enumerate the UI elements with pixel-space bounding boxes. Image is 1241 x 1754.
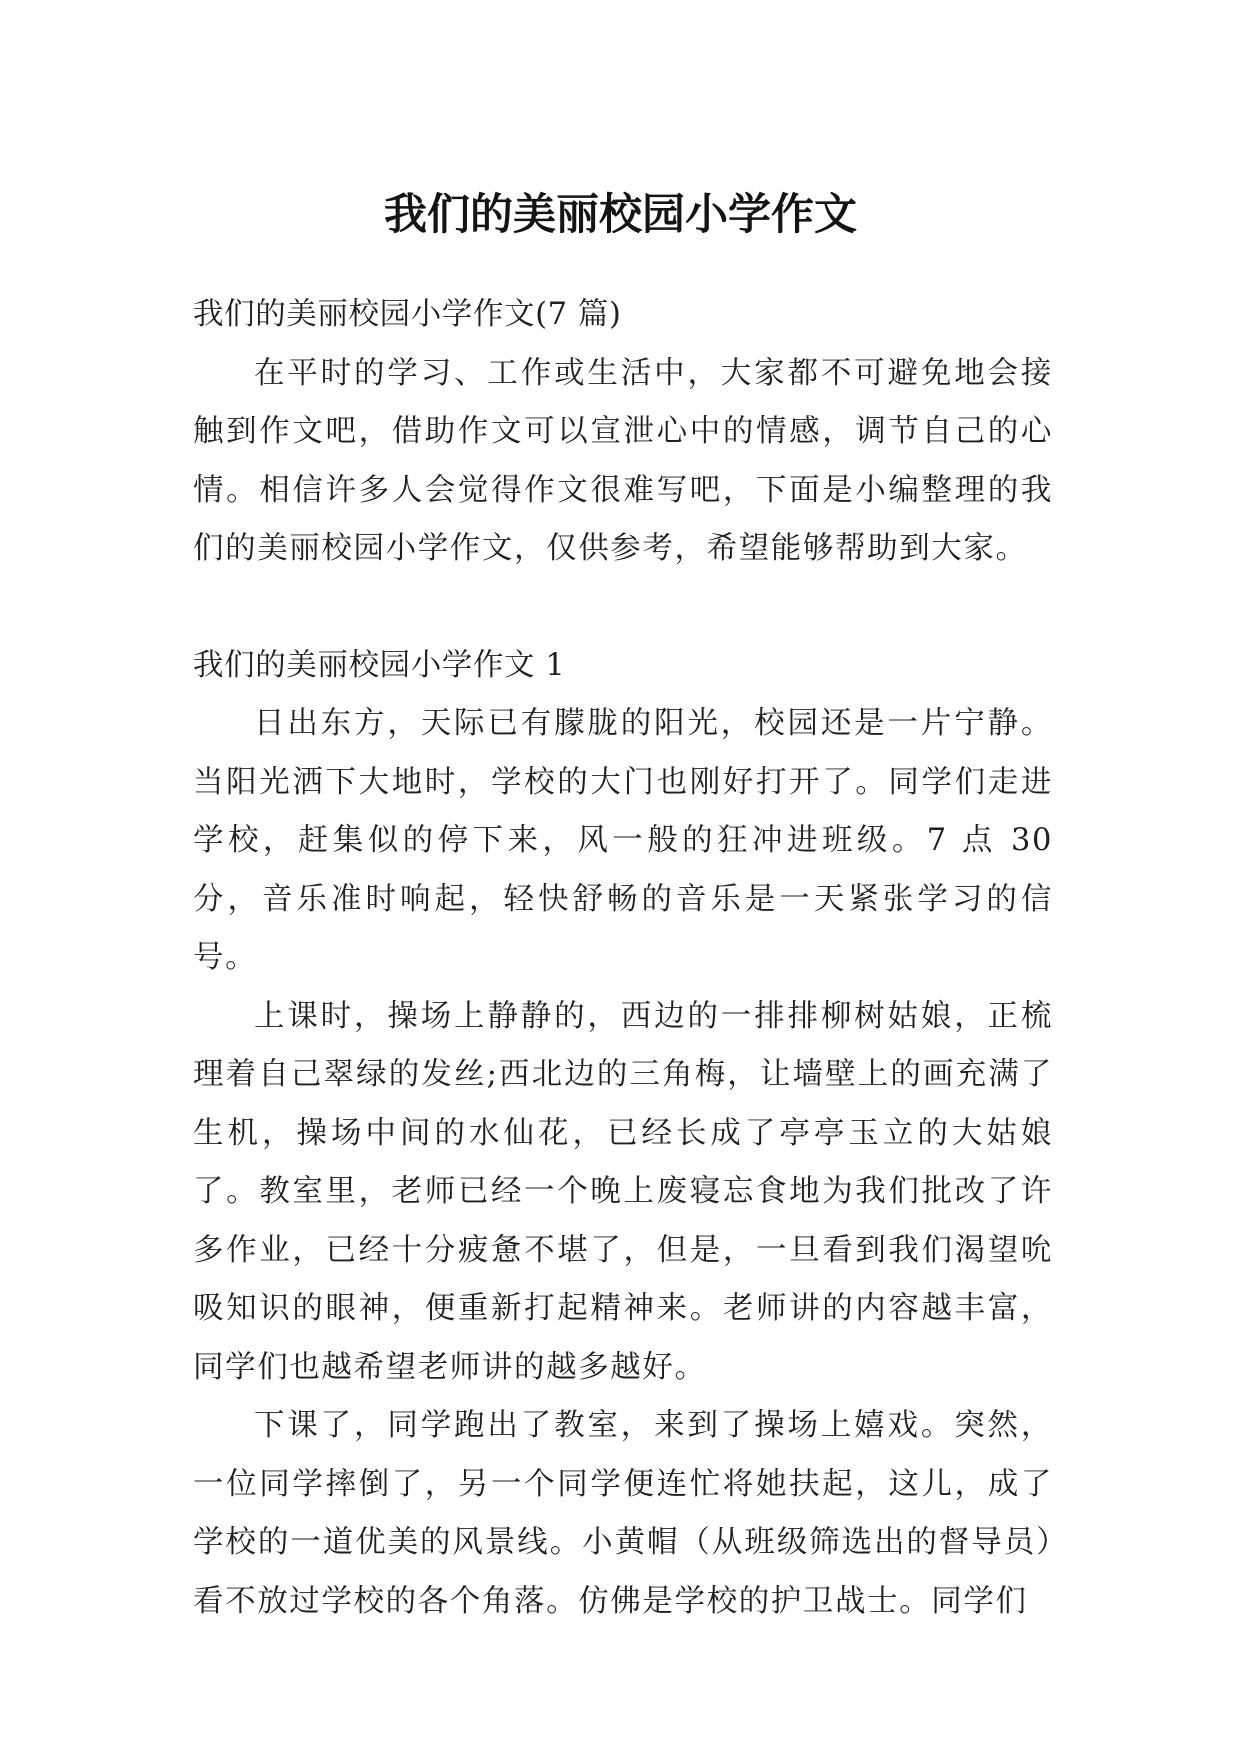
body-paragraph-1: 日出东方，天际已有朦胧的阳光，校园还是一片宁静。当阳光洒下大地时，学校的大门也刚好打开了。同学们走进学校，赶集似的停下来，风一般的狂冲进班级。7 点 30 分，音乐准时响起，轻快舒畅的音乐是一天紧张学习的信号。	[193, 706, 1053, 975]
body-paragraph-3: 下课了，同学跑出了教室，来到了操场上嬉戏。突然，一位同学摔倒了，另一个同学便连忙将她扶起，这儿，成了学校的一道优美的风景线。小黄帽（从班级筛选出的督导员）看不放过学校的各个角落。仿佛是学校的护卫战士。同学们	[193, 1408, 1053, 1619]
document-body	[193, 286, 1053, 1631]
section-gap	[193, 579, 1053, 637]
document-title: 我们的美丽校园小学作文	[384, 189, 857, 240]
body-paragraph-2: 上课时，操场上静静的，西边的一排排柳树姑娘，正梳理着自己翠绿的发丝;西北边的三角梅，让墙壁上的画充满了生机，操场中间的水仙花，已经长成了亭亭玉立的大姑娘了。教室里，老师已经一个晚上废寝忘食地为我们批改了许多作业，已经十分疲惫不堪了，但是，一旦看到我们渴望吮吸知识的眼神，便重新打起精神来。老师讲的内容越丰富，同学们也越希望老师讲的越多越好。	[193, 998, 1053, 1385]
intro-paragraph: 在平时的学习、工作或生活中，大家都不可避免地会接触到作文吧，借助作文可以宣泄心中的情感，调节自己的心情。相信许多人会觉得作文很难写吧，下面是小编整理的我们的美丽校园小学作文，仅供参考，希望能够帮助到大家。	[193, 355, 1053, 566]
document-subtitle: 我们的美丽校园小学作文(7 篇)	[193, 297, 622, 332]
section-heading: 我们的美丽校园小学作文 1	[193, 647, 566, 683]
